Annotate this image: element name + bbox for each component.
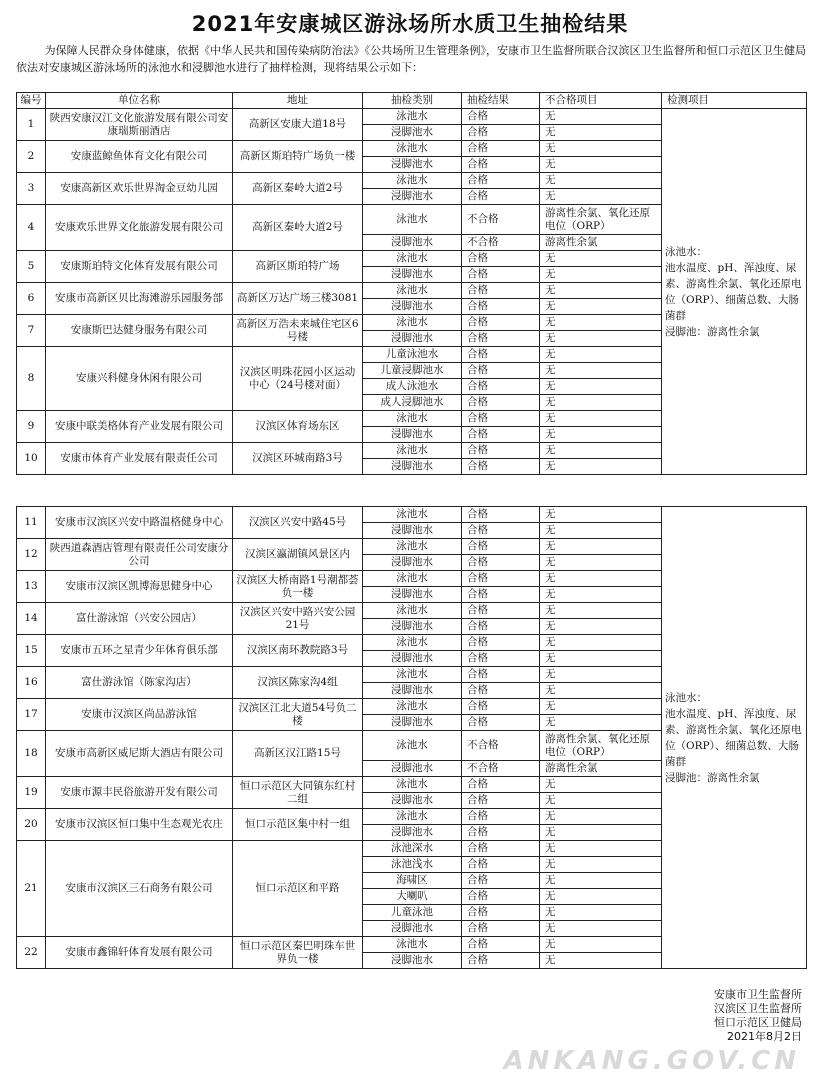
unit-number: 8 [17,347,46,411]
unit-address: 汉滨区体育场东区 [233,411,363,443]
unit-name: 安康斯珀特文化体育发展有限公司 [46,251,233,283]
unit-address: 高新区斯珀特广场负一楼 [233,141,363,173]
sample-type: 泳池水 [363,731,462,761]
sample-type: 浸脚池水 [363,555,462,571]
unit-number: 17 [17,699,46,731]
sample-result: 合格 [462,443,540,459]
unit-name: 安康蓝鲸鱼体育文化有限公司 [46,141,233,173]
failed-items: 无 [540,523,662,539]
failed-items: 无 [540,571,662,587]
failed-items: 无 [540,395,662,411]
sample-result: 不合格 [462,205,540,235]
unit-number: 15 [17,635,46,667]
sample-result: 合格 [462,715,540,731]
unit-name: 富仕游泳馆（兴安公园店） [46,603,233,635]
sample-result: 合格 [462,109,540,125]
unit-address: 汉滨区南环教院路3号 [233,635,363,667]
sample-result: 合格 [462,873,540,889]
sample-type: 浸脚池水 [363,235,462,251]
sample-type: 泳池深水 [363,841,462,857]
sample-type: 浸脚池水 [363,587,462,603]
sample-type: 浸脚池水 [363,651,462,667]
unit-name: 安康市高新区贝比海滩游乐园服务部 [46,283,233,315]
unit-name: 陕西道森酒店管理有限责任公司安康分公司 [46,539,233,571]
unit-name: 安康市汉滨区兴安中路温格健身中心 [46,507,233,539]
sample-result: 合格 [462,619,540,635]
unit-name: 安康市五环之星青少年体育俱乐部 [46,635,233,667]
unit-number: 16 [17,667,46,699]
failed-items: 无 [540,109,662,125]
sample-type: 泳池水 [363,667,462,683]
unit-number: 21 [17,841,46,937]
sample-type: 泳池水 [363,443,462,459]
sample-type: 浸脚池水 [363,125,462,141]
sample-result: 合格 [462,315,540,331]
unit-number: 18 [17,731,46,777]
sample-result: 合格 [462,125,540,141]
table-row [17,109,807,125]
unit-number: 19 [17,777,46,809]
table-row [17,507,807,523]
sample-type: 泳池水 [363,251,462,267]
unit-name: 安康中联美格体育产业发展有限公司 [46,411,233,443]
sample-type: 泳池水 [363,205,462,235]
failed-items: 无 [540,251,662,267]
sample-type: 泳池水 [363,539,462,555]
sample-result: 合格 [462,379,540,395]
failed-items: 无 [540,459,662,475]
unit-address: 汉滨区瀛湖镇风景区内 [233,539,363,571]
unit-address: 汉滨区兴安中路45号 [233,507,363,539]
failed-items: 无 [540,347,662,363]
unit-name: 安康欢乐世界文化旅游发展有限公司 [46,205,233,251]
failed-items: 无 [540,715,662,731]
failed-items: 无 [540,299,662,315]
sample-type: 泳池水 [363,777,462,793]
detection-line: 池水温度、pH、浑浊度、尿素、游离性余氯、氧化还原电位（ORP）、细菌总数、大肠菌群 [665,707,802,768]
unit-address: 恒口示范区大同镇东红村二组 [233,777,363,809]
sample-result: 合格 [462,523,540,539]
footer-org-3: 恒口示范区卫健局 [714,1016,802,1029]
sample-type: 浸脚池水 [363,523,462,539]
unit-number: 10 [17,443,46,475]
sample-type: 成人浸脚池水 [363,395,462,411]
sample-result: 合格 [462,841,540,857]
unit-address: 恒口示范区秦巴明珠车世界负一楼 [233,937,363,969]
failed-items: 无 [540,651,662,667]
sample-result: 合格 [462,363,540,379]
sample-type: 浸脚池水 [363,715,462,731]
sample-result: 不合格 [462,731,540,761]
sample-result: 合格 [462,857,540,873]
failed-items: 无 [540,587,662,603]
sample-type: 浸脚池水 [363,267,462,283]
sample-type: 浸脚池水 [363,793,462,809]
failed-items: 无 [540,283,662,299]
detection-line: 浸脚池：游离性余氯 [665,771,760,784]
failed-items: 游离性余氯 [540,235,662,251]
unit-address: 汉滨区江北大道54号负二楼 [233,699,363,731]
sample-result: 合格 [462,937,540,953]
failed-items: 无 [540,699,662,715]
header-type: 抽检类别 [363,93,462,109]
unit-number: 6 [17,283,46,315]
unit-number: 12 [17,539,46,571]
sample-result: 合格 [462,539,540,555]
failed-items: 无 [540,857,662,873]
unit-number: 9 [17,411,46,443]
detection-line: 池水温度、pH、浑浊度、尿素、游离性余氯、氧化还原电位（ORP）、细菌总数、大肠菌群 [665,261,802,322]
unit-address: 高新区秦岭大道2号 [233,205,363,251]
failed-items: 无 [540,635,662,651]
sample-result: 合格 [462,427,540,443]
sample-result: 合格 [462,635,540,651]
detection-items [662,507,807,969]
sample-type: 浸脚池水 [363,921,462,937]
sample-type: 泳池水 [363,141,462,157]
failed-items: 无 [540,809,662,825]
unit-address: 汉滨区大桥南路1号潮都荟负一楼 [233,571,363,603]
sample-result: 合格 [462,889,540,905]
sample-result: 合格 [462,555,540,571]
unit-name: 安康市汉滨区尚品游泳馆 [46,699,233,731]
detection-line: 泳池水： [665,691,707,704]
unit-address: 汉滨区明珠花园小区运动中心（24号楼对面） [233,347,363,411]
failed-items: 游离性余氯、氧化还原电位（ORP） [540,205,662,235]
sample-result: 合格 [462,651,540,667]
unit-number: 1 [17,109,46,141]
unit-number: 3 [17,173,46,205]
failed-items: 无 [540,315,662,331]
unit-name: 安康市汉滨区凯博海思健身中心 [46,571,233,603]
sample-type: 浸脚池水 [363,331,462,347]
sample-type: 泳池水 [363,809,462,825]
footer-org-2: 汉滨区卫生监督所 [714,1002,802,1015]
sample-result: 合格 [462,667,540,683]
sample-type: 浸脚池水 [363,299,462,315]
sample-type: 浸脚池水 [363,825,462,841]
sample-type: 浸脚池水 [363,619,462,635]
sample-type: 大喇叭 [363,889,462,905]
sample-result: 合格 [462,395,540,411]
failed-items: 游离性余氯 [540,761,662,777]
failed-items: 无 [540,443,662,459]
sample-result: 合格 [462,953,540,969]
sample-type: 泳池水 [363,635,462,651]
sample-result: 合格 [462,603,540,619]
sample-result: 合格 [462,157,540,173]
failed-items: 无 [540,603,662,619]
failed-items: 无 [540,427,662,443]
unit-number: 14 [17,603,46,635]
unit-address: 高新区安康大道18号 [233,109,363,141]
sample-type: 儿童浸脚池水 [363,363,462,379]
sample-result: 合格 [462,459,540,475]
unit-address: 汉滨区环城南路3号 [233,443,363,475]
failed-items: 无 [540,173,662,189]
sample-result: 不合格 [462,235,540,251]
sample-result: 合格 [462,347,540,363]
intro-paragraph: 为保障人民群众身体健康，依据《中华人民共和国传染病防治法》《公共场所卫生管理条例》，安康市卫生监督所联合汉滨区卫生监督所和恒口示范区卫生健局依法对安康城区游泳场所的泳池水和浸脚池水进行了抽样检测，现将结果公示如下： [16,44,806,74]
sample-type: 泳池水 [363,699,462,715]
header-name: 单位名称 [46,93,233,109]
sample-type: 浸脚池水 [363,953,462,969]
failed-items: 无 [540,921,662,937]
sample-type: 泳池水 [363,937,462,953]
failed-items: 无 [540,667,662,683]
failed-items: 无 [540,141,662,157]
results-table-2 [16,506,807,969]
header-detection: 检测项目 [662,93,807,109]
failed-items: 无 [540,157,662,173]
sample-result: 合格 [462,283,540,299]
failed-items: 无 [540,905,662,921]
sample-result: 不合格 [462,761,540,777]
sample-type: 泳池水 [363,315,462,331]
unit-address: 恒口示范区集中村一组 [233,809,363,841]
detection-line: 浸脚池：游离性余氯 [665,325,760,338]
unit-number: 2 [17,141,46,173]
unit-name: 安康兴科健身休闲有限公司 [46,347,233,411]
sample-result: 合格 [462,825,540,841]
unit-name: 富仕游泳馆（陈家沟店） [46,667,233,699]
page-title: 2021年安康城区游泳场所水质卫生抽检结果 [191,12,629,36]
sample-type: 浸脚池水 [363,683,462,699]
sample-type: 儿童泳池水 [363,347,462,363]
unit-number: 13 [17,571,46,603]
header-address: 地址 [233,93,363,109]
failed-items: 无 [540,379,662,395]
sample-result: 合格 [462,251,540,267]
unit-address: 恒口示范区和平路 [233,841,363,937]
site-watermark: ANKANG.GOV.CN [503,1046,800,1076]
failed-items: 无 [540,363,662,379]
failed-items: 无 [540,267,662,283]
sample-type: 泳池水 [363,571,462,587]
sample-type: 儿童泳池 [363,905,462,921]
sample-type: 泳池水 [363,603,462,619]
unit-name: 安康市汉滨区恒口集中生态观光农庄 [46,809,233,841]
sample-type: 泳池水 [363,411,462,427]
unit-number: 5 [17,251,46,283]
footer-signature [714,988,802,1044]
sample-type: 浸脚池水 [363,459,462,475]
failed-items: 游离性余氯、氧化还原电位（ORP） [540,731,662,761]
failed-items: 无 [540,331,662,347]
sample-result: 合格 [462,921,540,937]
sample-type: 浸脚池水 [363,189,462,205]
failed-items: 无 [540,793,662,809]
failed-items: 无 [540,555,662,571]
sample-result: 合格 [462,141,540,157]
unit-number: 11 [17,507,46,539]
unit-number: 7 [17,315,46,347]
unit-address: 高新区斯珀特广场 [233,251,363,283]
header-no: 编号 [17,93,46,109]
sample-type: 泳池水 [363,283,462,299]
sample-result: 合格 [462,411,540,427]
sample-type: 泳池水 [363,109,462,125]
detection-items [662,109,807,475]
failed-items: 无 [540,411,662,427]
failed-items: 无 [540,953,662,969]
sample-result: 合格 [462,331,540,347]
unit-number: 4 [17,205,46,251]
unit-address: 高新区汉江路15号 [233,731,363,777]
unit-address: 高新区秦岭大道2号 [233,173,363,205]
sample-result: 合格 [462,267,540,283]
sample-type: 浸脚池水 [363,427,462,443]
unit-name: 安康斯巴达健身服务有限公司 [46,315,233,347]
sample-result: 合格 [462,299,540,315]
sample-result: 合格 [462,507,540,523]
sample-type: 泳池水 [363,173,462,189]
failed-items: 无 [540,683,662,699]
unit-name: 安康市源丰民俗旅游开发有限公司 [46,777,233,809]
failed-items: 无 [540,189,662,205]
unit-name: 安康市体育产业发展有限责任公司 [46,443,233,475]
unit-name: 安康高新区欢乐世界淘金豆幼儿园 [46,173,233,205]
sample-result: 合格 [462,793,540,809]
sample-result: 合格 [462,809,540,825]
sample-type: 浸脚池水 [363,157,462,173]
failed-items: 无 [540,507,662,523]
sample-result: 合格 [462,587,540,603]
sample-result: 合格 [462,777,540,793]
unit-name: 安康市汉滨区三石商务有限公司 [46,841,233,937]
sample-result: 合格 [462,189,540,205]
sample-type: 泳池浅水 [363,857,462,873]
sample-type: 泳池水 [363,507,462,523]
failed-items: 无 [540,125,662,141]
detection-line: 泳池水： [665,245,707,258]
unit-name: 陕西安康汉江文化旅游发展有限公司安康瑞斯丽酒店 [46,109,233,141]
unit-number: 22 [17,937,46,969]
unit-address: 汉滨区陈家沟4组 [233,667,363,699]
sample-result: 合格 [462,699,540,715]
sample-result: 合格 [462,173,540,189]
results-table-1 [16,92,807,475]
failed-items: 无 [540,841,662,857]
sample-type: 海啸区 [363,873,462,889]
failed-items: 无 [540,777,662,793]
sample-result: 合格 [462,683,540,699]
unit-name: 安康市高新区威尼斯大酒店有限公司 [46,731,233,777]
sample-type: 成人泳池水 [363,379,462,395]
footer-date: 2021年8月2日 [727,1030,802,1043]
failed-items: 无 [540,619,662,635]
sample-type: 浸脚池水 [363,761,462,777]
unit-address: 高新区万浩未来城住宅区6号楼 [233,315,363,347]
unit-number: 20 [17,809,46,841]
header-result: 抽检结果 [462,93,540,109]
unit-address: 汉滨区兴安中路兴安公园21号 [233,603,363,635]
sample-result: 合格 [462,905,540,921]
header-fail: 不合格项目 [540,93,662,109]
table-header-row [17,93,807,109]
unit-name: 安康市鑫锦轩体育发展有限公司 [46,937,233,969]
footer-org-1: 安康市卫生监督所 [714,988,802,1001]
unit-address: 高新区万达广场三楼3081 [233,283,363,315]
failed-items: 无 [540,539,662,555]
failed-items: 无 [540,889,662,905]
sample-result: 合格 [462,571,540,587]
failed-items: 无 [540,873,662,889]
failed-items: 无 [540,825,662,841]
failed-items: 无 [540,937,662,953]
